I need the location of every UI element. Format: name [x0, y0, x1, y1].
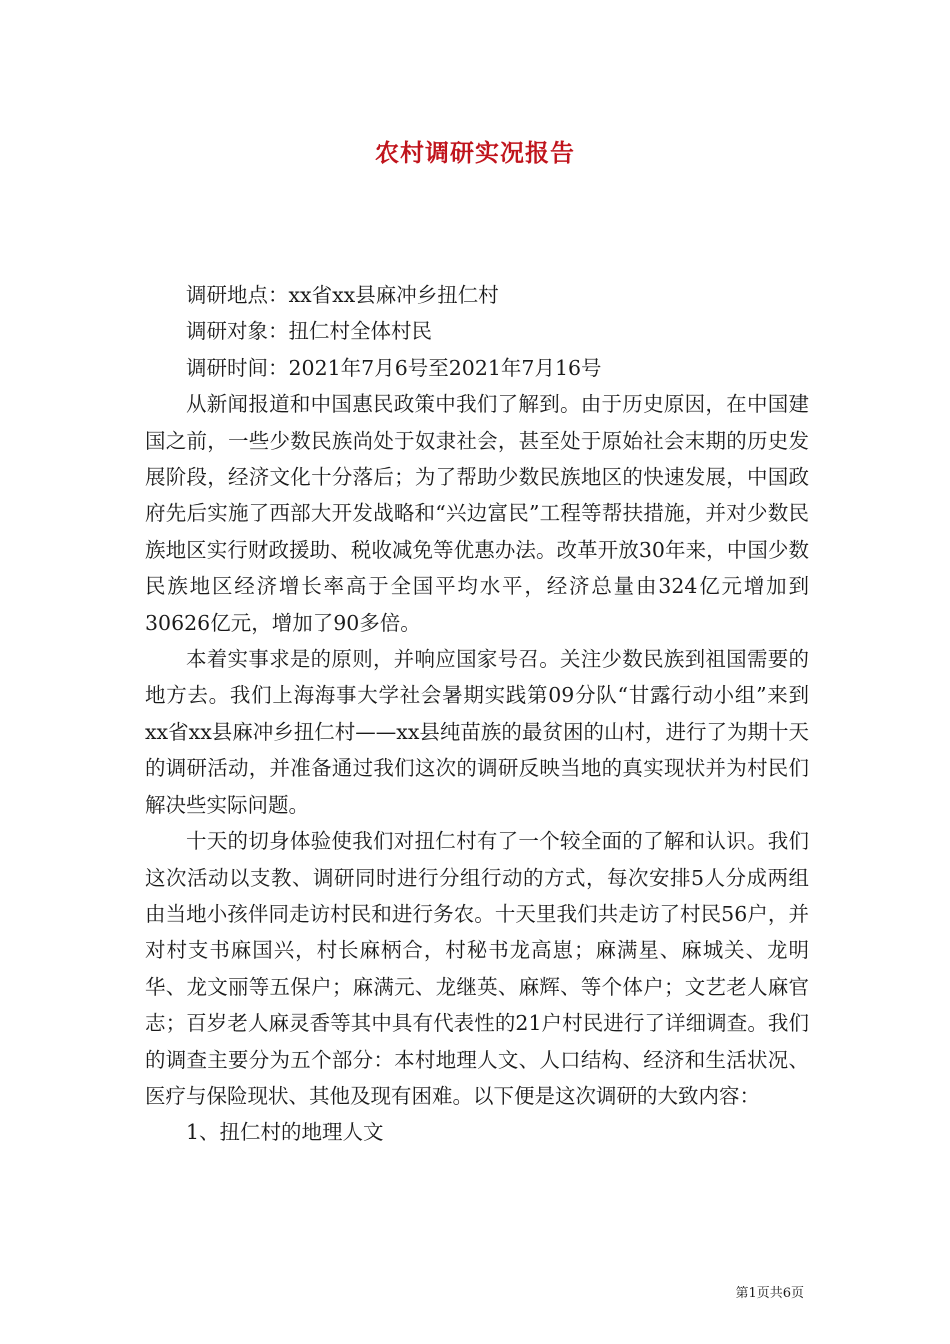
section-heading: 1、扭仁村的地理人文 — [186, 1120, 384, 1145]
meta-time: 调研时间：2021年7月6号至2021年7月16号 — [186, 355, 602, 380]
paragraph: 本着实事求是的原则，并响应国家号召。关注少数民族到祖国需要的地方去。我们上海海事大学社会暑期实践第09分队“甘露行动小组”来到xx省xx县麻冲乡扭仁村——xx县纯苗族的最贫困的山村，进行了为期十天的调研活动，并准备通过我们这次的调研反映当地的真实现状并为村民们解决些实际问题。 — [145, 647, 809, 817]
paragraph: 十天的切身体验使我们对扭仁村有了一个较全面的了解和认识。我们这次活动以支教、调研同时进行分组行动的方式，每次安排5人分成两组由当地小孩伴同走访村民和进行务农。十天里我们共走访了村民56户，并对村支书麻国兴，村长麻柄合，村秘书龙高崽；麻满星、麻城关、龙明华、龙文丽等五保户；麻满元、龙继英、麻辉、等个体户；文艺老人麻官志；百岁老人麻灵香等其中具有代表性的21户村民进行了详细调查。我们的调查主要分为五个部分：本村地理人文、人口结构、经济和生活状况、医疗与保险现状、其他及现有困难。以下便是这次调研的大致内容： — [145, 829, 809, 1108]
meta-subjects: 调研对象：扭仁村全体村民 — [186, 319, 432, 344]
paragraph: 从新闻报道和中国惠民政策中我们了解到。由于历史原因，在中国建国之前，一些少数民族尚处于奴隶社会，甚至处于原始社会末期的历史发展阶段，经济文化十分落后；为了帮助少数民族地区的快速发展，中国政府先后实施了西部大开发战略和“兴边富民”工程等帮扶措施，并对少数民族地区实行财政援助、税收减免等优惠办法。改革开放30年来，中国少数民族地区经济增长率高于全国平均水平，经济总量由324亿元增加到30626亿元，增加了90多倍。 — [145, 392, 809, 635]
meta-location: 调研地点：xx省xx县麻冲乡扭仁村 — [186, 283, 499, 307]
document-title: 农村调研实况报告 — [375, 138, 575, 167]
page-number: 第1页共6页 — [735, 1286, 804, 1301]
document-body — [145, 277, 809, 1151]
